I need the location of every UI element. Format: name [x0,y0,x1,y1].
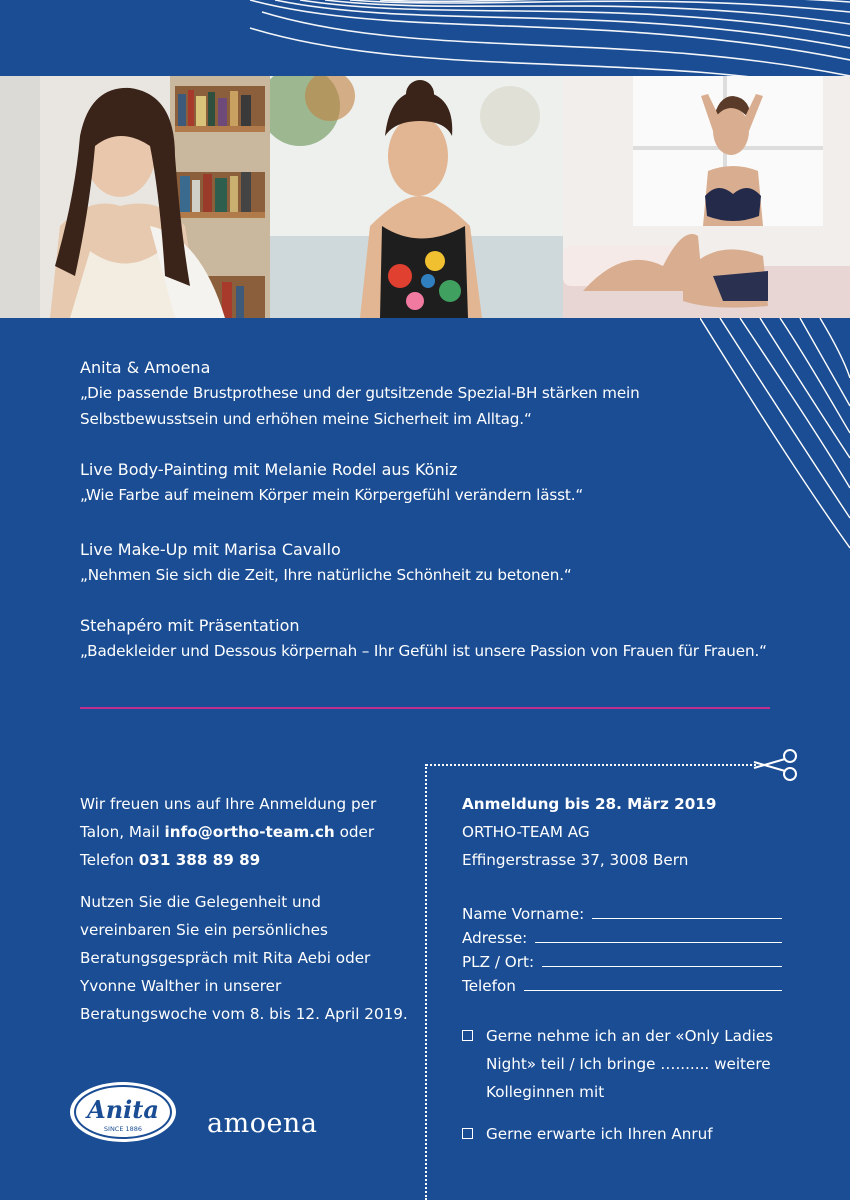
wave-lines-decoration [0,0,850,76]
contact-paragraph: Wir freuen uns auf Ihre Anmeldung per Talon, Mail info@ortho-team.ch oder Telefon 031 388 89 89 [80,795,377,869]
event-quote: „Badekleider und Dessous körpernah – Ihr Gefühl ist unsere Passion von Frauen für Frauen.“ [80,642,767,660]
event-title: Live Make-Up mit Marisa Cavallo [80,540,341,559]
city-field[interactable] [542,966,782,967]
amoena-logo: amoena [207,1108,318,1139]
registration-title: Anmeldung bis 28. März 2019 [462,795,717,813]
email-link[interactable]: info@ortho-team.ch [164,823,335,841]
svg-text:Anita: Anita [87,1095,159,1124]
address-field[interactable] [535,942,782,943]
event-list [80,356,780,684]
checkbox-icon[interactable] [462,1128,473,1139]
phone-field[interactable] [524,990,782,991]
event-quote: „Die passende Brustprothese und der gutsitzende Spezial-BH stärken mein Selbstbewusstsein und erhöhen meine Sicherheit im Alltag.“ [80,384,640,428]
form-row-city [462,950,782,974]
form-row-phone [462,974,782,998]
option-attend[interactable] [462,1022,782,1106]
consultation-paragraph: Nutzen Sie die Gelegenheit und vereinbaren Sie ein persönliches Beratungsgespräch mit Rita Aebi oder Yvonne Walther in unserer Beratungswoche vom 8. bis 12. April 2019. [80,893,408,1023]
registration-form [462,790,782,1162]
cut-line-horizontal [426,764,756,766]
event-item [80,458,780,508]
photo-woman-in-lingerie [563,76,850,318]
cut-line-vertical [425,764,427,1200]
event-quote: „Nehmen Sie sich die Zeit, Ihre natürliche Schönheit zu betonen.“ [80,566,572,584]
photo-strip [0,76,850,318]
company-address: Effingerstrasse 37, 3008 Bern [462,851,689,869]
form-row-address [462,926,782,950]
event-item [80,356,780,432]
event-quote: „Wie Farbe auf meinem Körper mein Körpergefühl verändern lässt.“ [80,486,584,504]
field-label: Adresse: [462,929,528,947]
event-title: Live Body-Painting mit Melanie Rodel aus Köniz [80,460,458,479]
section-divider [80,707,770,709]
phone-number[interactable]: 031 388 89 89 [138,851,261,869]
event-title: Anita & Amoena [80,358,211,377]
photo-woman-in-swimsuit [270,76,563,318]
scissors-icon [752,748,800,782]
top-wave-band [0,0,850,76]
form-row-name [462,902,782,926]
form-fields [462,902,782,998]
option-callback[interactable] [462,1120,782,1148]
photo-woman-in-bra [0,76,270,318]
name-field[interactable] [592,918,782,919]
checkbox-options [462,1022,782,1148]
field-label: Telefon [462,977,516,995]
anita-logo [68,1080,178,1144]
option-label: Gerne erwarte ich Ihren Anruf [486,1125,713,1143]
field-label: PLZ / Ort: [462,953,535,971]
company-name: ORTHO-TEAM AG [462,823,590,841]
svg-text:SINCE 1886: SINCE 1886 [103,1125,143,1133]
event-item [80,538,780,588]
field-label: Name Vorname: [462,905,585,923]
contact-info [80,790,410,1042]
event-item [80,614,780,664]
checkbox-icon[interactable] [462,1030,473,1041]
option-label: Gerne nehme ich an der «Only Ladies Night» teil / Ich bringe …....... weitere Kolleginnen mit [486,1027,774,1101]
event-title: Stehapéro mit Präsentation [80,616,300,635]
